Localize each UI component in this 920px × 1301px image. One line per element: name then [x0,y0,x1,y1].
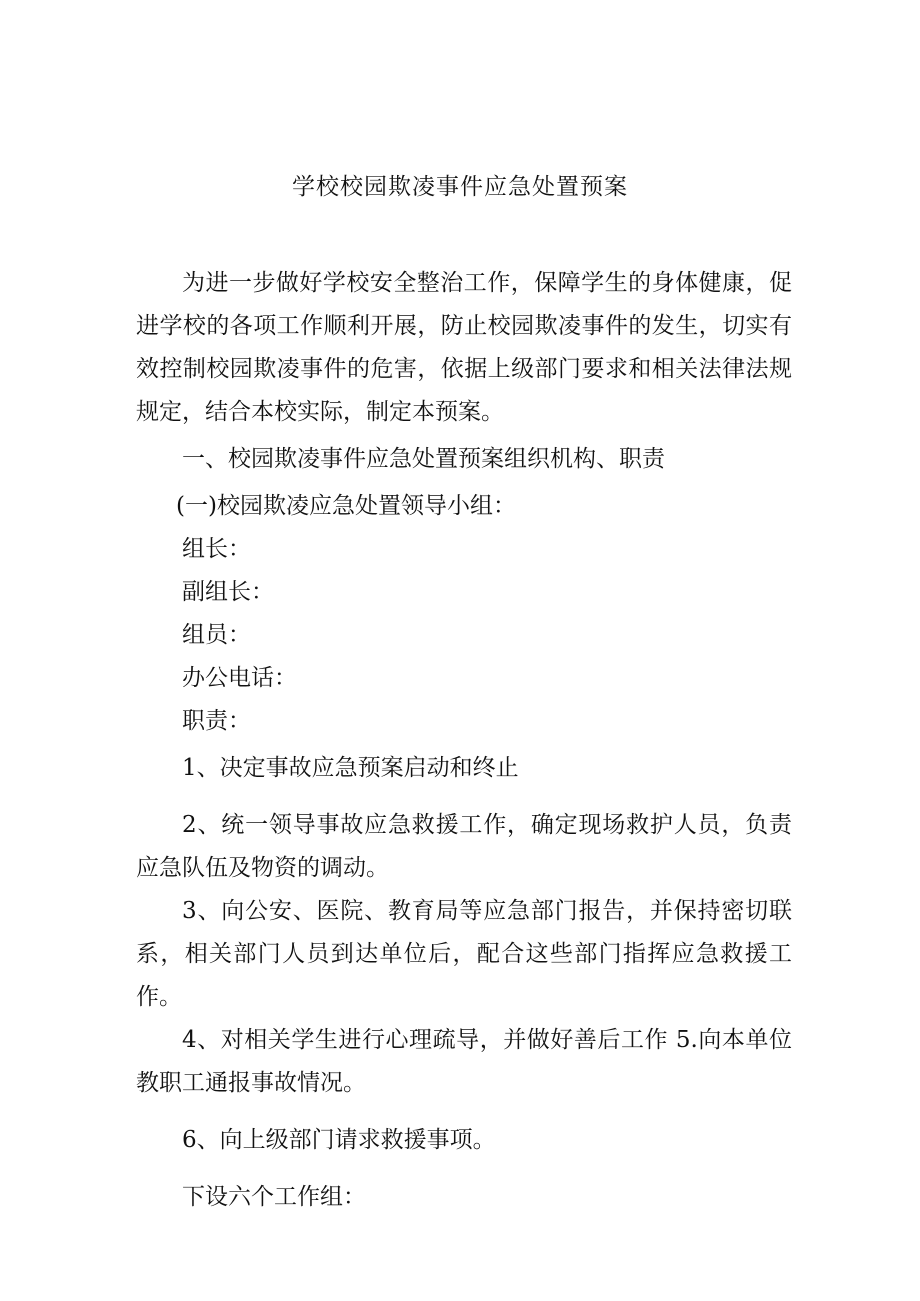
work-groups-line: 下设六个工作组： [182,1184,366,1210]
duty-item-4-5: 4、对相关学生进行心理疏导，并做好善后工作 5.向本单位教职工通报事故情况。 [136,1027,792,1096]
subsection-1-heading: (一)校园欺凌应急处置领导小组： [176,493,516,519]
deputy-leader-label: 副组长： [182,579,274,605]
section-1-heading: 一、校园欺凌事件应急处置预案组织机构、职责 [182,446,665,472]
members-label: 组员： [182,622,251,648]
duty-item-2: 2、统一领导事故应急救援工作，确定现场救护人员，负责应急队伍及物资的调动。 [136,812,792,881]
duty-item-1: 1、决定事故应急预案启动和终止 [182,755,519,781]
document-body [136,262,792,1219]
duty-item-6: 6、向上级部门请求救援事项。 [182,1127,496,1153]
intro-paragraph: 为进一步做好学校安全整治工作，保障学生的身体健康，促进学校的各项工作顺利开展，防止校园欺凌事件的发生，切实有效控制校园欺凌事件的危害，依据上级部门要求和相关法律法规规定，结合本校实际，制定本预案。 [136,270,792,425]
duty-item-3: 3、向公安、医院、教育局等应急部门报告，并保持密切联系，相关部门人员到达单位后，配合这些部门指挥应急救援工作。 [136,898,792,1010]
office-phone-label: 办公电话： [182,665,297,691]
document-title: 学校校园欺凌事件应急处置预案 [292,174,628,200]
leader-label: 组长： [182,536,251,562]
duties-label: 职责： [182,708,251,734]
